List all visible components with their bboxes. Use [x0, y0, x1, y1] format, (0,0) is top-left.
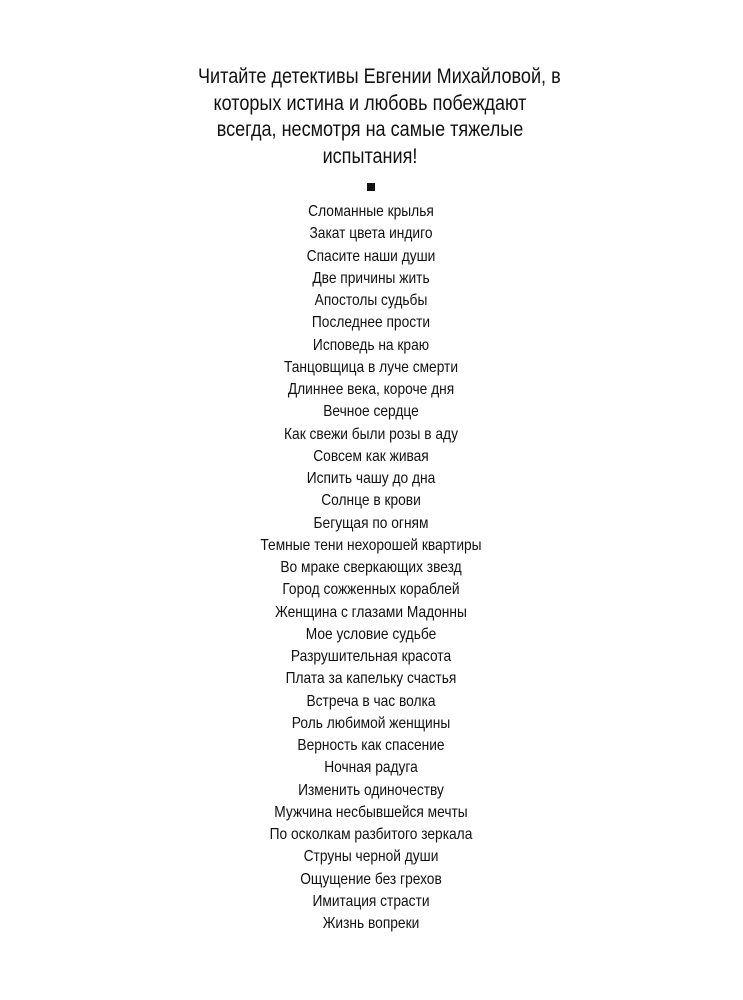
- intro-line: всегда, несмотря на самые тяжелые: [216, 118, 524, 141]
- intro-line: испытания!: [322, 144, 418, 168]
- book-title: Сломанные крылья: [308, 203, 434, 220]
- intro-line: Читайте детективы Евгении Михайловой, в: [198, 65, 561, 88]
- book-title: Город сожженных кораблей: [282, 581, 460, 599]
- book-title: Как свежи были розы в аду: [284, 425, 458, 443]
- book-title: Ощущение без грехов: [300, 870, 442, 888]
- book-title: Мое условие судьбе: [305, 625, 437, 643]
- book-title: Вечное сердце: [323, 403, 419, 421]
- book-title: Разрушительная красота: [290, 648, 452, 665]
- intro-paragraph: [198, 64, 561, 170]
- book-title: Мужчина несбывшейся мечты: [274, 803, 468, 821]
- book-title: Танцовщица в луче смерти: [283, 358, 459, 376]
- book-title: Жизнь вопреки: [322, 915, 420, 932]
- book-title: Женщина с глазами Мадонны: [275, 603, 467, 621]
- book-title: Встреча в час волка: [306, 692, 436, 710]
- book-title: Роль любимой женщины: [291, 714, 451, 732]
- book-title: Ночная радуга: [324, 759, 418, 777]
- book-title: Последнее прости: [311, 314, 431, 332]
- book-title: Длиннее века, короче дня: [287, 381, 455, 398]
- book-title: По осколкам разбитого зеркала: [269, 826, 473, 843]
- book-title: Закат цвета индиго: [309, 225, 433, 243]
- square-bullet-icon: [367, 183, 375, 191]
- book-title: Плата за капельку счастья: [285, 670, 457, 688]
- book-title: Имитация страсти: [312, 892, 430, 910]
- book-title: Исповедь на краю: [312, 336, 430, 354]
- book-title: Верность как спасение: [297, 737, 445, 754]
- book-title: Совсем как живая: [313, 447, 429, 465]
- book-title: Изменить одиночеству: [298, 781, 444, 799]
- book-title: Бегущая по огням: [313, 514, 429, 532]
- book-title: Две причины жить: [312, 269, 430, 287]
- book-title: Испить чашу до дна: [306, 470, 436, 487]
- intro-line: которых истина и любовь побеждают: [213, 91, 527, 115]
- book-titles-list: [199, 201, 543, 935]
- book-title: Солнце в крови: [321, 492, 421, 510]
- book-title: Струны черной души: [303, 848, 439, 866]
- book-title: Во мраке сверкающих звезд: [280, 559, 462, 576]
- book-title: Спасите наши души: [306, 247, 436, 265]
- book-title: Апостолы судьбы: [314, 292, 428, 309]
- book-title: Темные тени нехорошей квартиры: [260, 536, 482, 554]
